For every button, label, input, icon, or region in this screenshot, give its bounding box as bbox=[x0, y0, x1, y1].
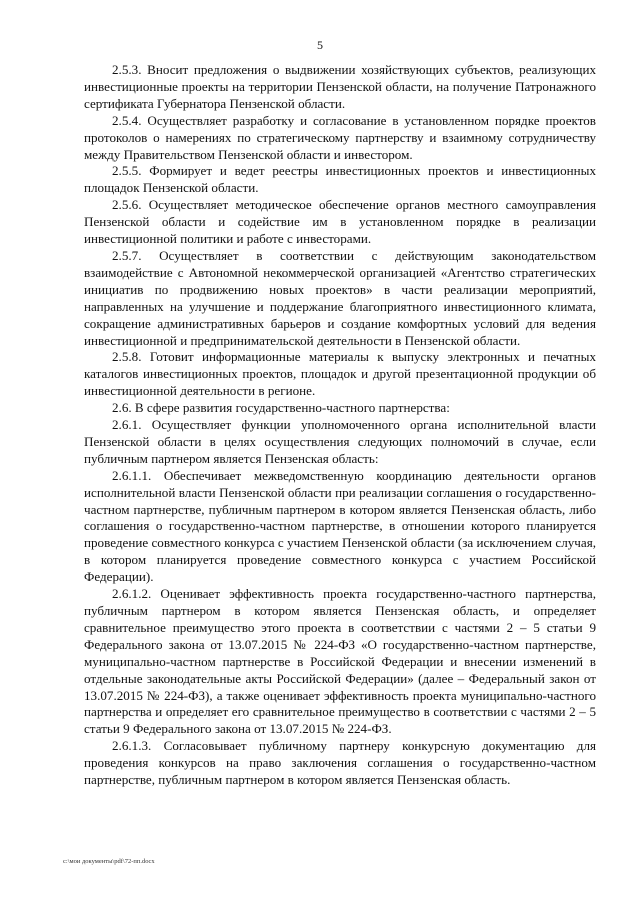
paragraph-2-6-1-1: 2.6.1.1. Обеспечивает межведомственную координацию деятельности органов исполнительной власти Пензенской области при реализации соглашения о государственно-частном партнерстве, публичным партнером в котором является Пензенская область, либо соглашения о государственно-частном партнерстве, в отношении которого планируется проведение совместного конкурса с участием Пензенской области (за исключением случая, в котором планируется проведение совместного конкурса с участием Российской Федерации). bbox=[84, 467, 596, 585]
paragraph-2-6: 2.6. В сфере развития государственно-частного партнерства: bbox=[112, 400, 450, 416]
page-number: 5 bbox=[317, 38, 323, 52]
paragraph-2-5-4: 2.5.4. Осуществляет разработку и согласование в установленном порядке проектов протоколов о намерениях по стратегическому партнерству и взаимному сотрудничеству между Правительством Пензенской области и инвестором. bbox=[84, 112, 596, 162]
document-body bbox=[84, 62, 596, 789]
paragraph-2-5-3: 2.5.3. Вносит предложения о выдвижении хозяйствующих субъектов, реализующих инвестиционные проекты на территории Пензенской области, на получение Патронажного сертификата Губернатора Пензенской области. bbox=[84, 62, 596, 111]
footer-file-path: c:\мои документы\pdf\72-пп.docx bbox=[63, 858, 155, 865]
paragraph-2-5-7: 2.5.7. Осуществляет в соответствии с действующим законодательством взаимодействие с Автономной некоммерческой организацией «Агентство стратегических инициатив по продвижению новых проектов» в части реализации мероприятий, направленных на улучшение и поддержание благоприятного инвестиционного климата, сокращение административных барьеров и создание комфортных условий для ведения инвестиционной и предпринимательской деятельности в Пензенской области. bbox=[84, 247, 596, 348]
paragraph-2-6-1-2: 2.6.1.2. Оценивает эффективность проекта государственно-частного партнерства, публичным партнером в котором является Пензенская область, и определяет сравнительное преимущество этого проекта в соответствии с частями 2 – 5 статьи 9 Федерального закона от 13.07.2015 № 224-ФЗ «О государственно-частном партнерстве, муниципально-частном партнерстве в Российской Федерации и внесении изменений в отдельные законодательные акты Российской Федерации» (далее – Федеральный закон от 13.07.2015 № 224-ФЗ), а также оценивает эффективность проекта муниципально-частного партнерства и определяет его сравнительное преимущество в соответствии с частями 2 – 5 статьи 9 Федерального закона от 13.07.2015 № 224-ФЗ. bbox=[84, 586, 596, 737]
paragraph-2-6-1: 2.6.1. Осуществляет функции уполномоченного органа исполнительной власти Пензенской области в целях осуществления следующих полномочий в случае, если публичным партнером является Пензенская область: bbox=[84, 417, 596, 466]
paragraph-2-5-5: 2.5.5. Формирует и ведет реестры инвестиционных проектов и инвестиционных площадок Пензенской области. bbox=[84, 163, 596, 196]
paragraph-2-5-8: 2.5.8. Готовит информационные материалы к выпуску электронных и печатных каталогов инвестиционных проектов, площадок и другой презентационной продукции об инвестиционной деятельности в регионе. bbox=[84, 349, 596, 399]
paragraph-2-5-6: 2.5.6. Осуществляет методическое обеспечение органов местного самоуправления Пензенской области и содействие им в установленном порядке в реализации инвестиционной политики и работе с инвесторами. bbox=[84, 197, 596, 247]
paragraph-2-6-1-3: 2.6.1.3. Согласовывает публичному партнеру конкурсную документацию для проведения конкурсов на право заключения соглашения о государственно-частном партнерстве, публичным партнером в котором является Пензенская область. bbox=[84, 738, 596, 788]
